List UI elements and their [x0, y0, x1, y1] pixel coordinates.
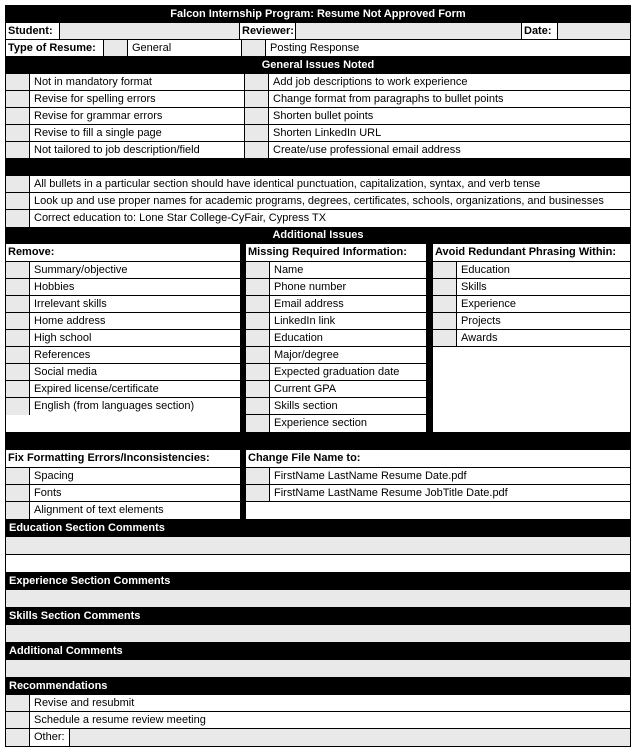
redundant-row [433, 313, 630, 330]
missing-row [246, 415, 426, 432]
formatting-title: Fix Formatting Errors/Inconsistencies: [6, 450, 240, 468]
checkbox[interactable] [6, 695, 30, 711]
checkbox[interactable] [246, 296, 270, 312]
additional-comments-title: Additional Comments [6, 643, 630, 660]
checkbox[interactable] [6, 468, 30, 484]
other-label: Other: [30, 729, 70, 746]
type-posting-label: Posting Response [270, 42, 360, 54]
general-issues-title: General Issues Noted [6, 57, 630, 74]
redundant-item: Education [461, 264, 510, 276]
checkbox[interactable] [6, 91, 30, 107]
checkbox[interactable] [6, 142, 30, 158]
missing-row [246, 330, 426, 347]
checkbox[interactable] [6, 398, 30, 415]
skills-comments-field[interactable] [6, 625, 630, 643]
recommendation-item: Schedule a resume review meeting [34, 714, 206, 726]
general-wide-row [6, 176, 630, 193]
general-row [6, 74, 630, 91]
remove-row [6, 381, 240, 398]
missing-row [246, 262, 426, 279]
checkbox[interactable] [246, 364, 270, 380]
checkbox[interactable] [246, 485, 270, 501]
checkbox[interactable] [6, 125, 30, 141]
missing-row [246, 279, 426, 296]
date-field[interactable] [558, 23, 630, 39]
redundant-row [433, 262, 630, 279]
checkbox[interactable] [245, 91, 269, 107]
type-general-checkbox[interactable] [104, 40, 128, 56]
general-right-item: Shorten bullet points [273, 110, 374, 122]
formatting-row [6, 502, 240, 519]
checkbox[interactable] [6, 210, 30, 227]
checkbox[interactable] [433, 279, 457, 295]
type-row [6, 40, 630, 57]
formatting-columns [6, 450, 630, 520]
checkbox[interactable] [246, 279, 270, 295]
general-wide-item: Look up and use proper names for academic programs, degrees, certificates, schools, organizations, and businesses [34, 195, 604, 207]
checkbox[interactable] [6, 729, 30, 746]
recommendation-row [6, 695, 630, 712]
redundant-row [433, 296, 630, 313]
redundant-item: Awards [461, 332, 498, 344]
formatting-item: Fonts [34, 487, 62, 499]
checkbox[interactable] [6, 262, 30, 278]
checkbox[interactable] [6, 279, 30, 295]
general-wide-item: Correct education to: Lone Star College-CyFair, Cypress TX [34, 212, 327, 224]
checkbox[interactable] [6, 381, 30, 397]
missing-row [246, 296, 426, 313]
missing-item: Current GPA [274, 383, 337, 395]
missing-row [246, 313, 426, 330]
additional-comments-field[interactable] [6, 660, 630, 678]
redundant-row [433, 330, 630, 347]
remove-row [6, 398, 240, 415]
missing-row [246, 398, 426, 415]
checkbox[interactable] [246, 468, 270, 484]
general-row [6, 142, 630, 159]
missing-item: LinkedIn link [274, 315, 336, 327]
missing-title: Missing Required Information: [246, 244, 426, 262]
type-posting-checkbox[interactable] [242, 40, 266, 56]
checkbox[interactable] [245, 142, 269, 158]
recommendation-other-row [6, 729, 630, 746]
missing-row [246, 381, 426, 398]
remove-row [6, 296, 240, 313]
remove-item: Social media [34, 366, 97, 378]
checkbox[interactable] [246, 330, 270, 346]
remove-row [6, 347, 240, 364]
general-left-item: Revise for spelling errors [30, 91, 245, 107]
missing-item: Education [274, 332, 323, 344]
experience-comments-title: Experience Section Comments [6, 573, 630, 590]
remove-row [6, 364, 240, 381]
checkbox[interactable] [433, 330, 457, 346]
checkbox[interactable] [6, 485, 30, 501]
general-left-item: Revise for grammar errors [30, 108, 245, 124]
missing-column [246, 244, 427, 432]
checkbox[interactable] [6, 347, 30, 363]
checkbox[interactable] [245, 74, 269, 90]
filename-row [246, 485, 630, 502]
recommendation-item: Revise and resubmit [34, 697, 135, 709]
remove-item: Hobbies [34, 281, 75, 293]
filename-item: FirstName LastName Resume Date.pdf [274, 470, 467, 482]
missing-item: Major/degree [274, 349, 339, 361]
missing-item: Skills section [274, 400, 338, 412]
filename-row [246, 468, 630, 485]
remove-item: Expired license/certificate [34, 383, 159, 395]
reviewer-field[interactable] [296, 23, 522, 39]
checkbox[interactable] [245, 125, 269, 141]
checkbox[interactable] [433, 313, 457, 329]
remove-row [6, 262, 240, 279]
checkbox[interactable] [6, 364, 30, 380]
recommendations-title: Recommendations [6, 678, 630, 695]
general-left-item: Revise to fill a single page [30, 125, 245, 141]
checkbox[interactable] [246, 347, 270, 363]
checkbox[interactable] [6, 108, 30, 124]
remove-column [6, 244, 240, 432]
filename-item: FirstName LastName Resume JobTitle Date.pdf [274, 487, 508, 499]
header-row [6, 23, 630, 40]
checkbox[interactable] [6, 502, 30, 519]
checkbox[interactable] [6, 74, 30, 90]
checkbox[interactable] [246, 313, 270, 329]
general-right-item: Change format from paragraphs to bullet points [273, 93, 504, 105]
remove-item: English (from languages section) [34, 400, 195, 412]
checkbox[interactable] [246, 415, 270, 432]
checkbox[interactable] [246, 398, 270, 414]
missing-item: Expected graduation date [274, 366, 400, 378]
checkbox[interactable] [245, 108, 269, 124]
additional-issues-title: Additional Issues [6, 227, 630, 244]
checkbox[interactable] [6, 296, 30, 312]
skills-comments-title: Skills Section Comments [6, 608, 630, 625]
section-divider [6, 159, 630, 176]
checkbox[interactable] [6, 176, 30, 192]
general-right-item: Shorten LinkedIn URL [273, 127, 382, 139]
recommendation-row [6, 712, 630, 729]
general-wide-row [6, 193, 630, 210]
reviewer-label: Reviewer: [240, 23, 296, 39]
type-label: Type of Resume: [6, 40, 104, 56]
missing-item: Phone number [274, 281, 347, 293]
general-right-item: Add job descriptions to work experience [273, 76, 468, 88]
redundant-item: Experience [461, 298, 517, 310]
checkbox[interactable] [246, 262, 270, 278]
checkbox[interactable] [246, 381, 270, 397]
filename-title: Change File Name to: [246, 450, 630, 468]
missing-item: Name [274, 264, 304, 276]
checkbox[interactable] [6, 330, 30, 346]
formatting-row [6, 468, 240, 485]
remove-row [6, 279, 240, 296]
remove-title: Remove: [6, 244, 240, 262]
type-general-label: General [128, 40, 242, 56]
date-label: Date: [522, 23, 558, 39]
checkbox[interactable] [6, 193, 30, 209]
student-field[interactable] [60, 23, 240, 39]
redundant-column [433, 244, 630, 432]
general-left-item: Not tailored to job description/field [30, 142, 245, 158]
remove-item: Home address [34, 315, 106, 327]
remove-item: Irrelevant skills [34, 298, 107, 310]
general-wide-item: All bullets in a particular section should have identical punctuation, capitalization, syntax, and verb tense [34, 178, 541, 190]
remove-item: High school [34, 332, 92, 344]
redundant-item: Projects [461, 315, 501, 327]
general-left-item: Not in mandatory format [30, 74, 245, 90]
experience-comments-field[interactable] [6, 590, 630, 608]
formatting-item: Alignment of text elements [34, 504, 164, 516]
remove-item: References [34, 349, 91, 361]
missing-row [246, 364, 426, 381]
remove-item: Summary/objective [34, 264, 128, 276]
formatting-column [6, 450, 240, 519]
general-row [6, 125, 630, 142]
general-row [6, 91, 630, 108]
redundant-item: Skills [461, 281, 487, 293]
general-row [6, 108, 630, 125]
redundant-row [433, 279, 630, 296]
other-field[interactable] [70, 729, 630, 746]
resume-form [5, 5, 631, 747]
education-comments-title: Education Section Comments [6, 520, 630, 537]
checkbox[interactable] [433, 262, 457, 278]
education-comments-field-2[interactable] [6, 555, 630, 573]
checkbox[interactable] [6, 313, 30, 329]
remove-row [6, 313, 240, 330]
general-right-item: Create/use professional email address [273, 144, 461, 156]
additional-issues-columns [6, 244, 630, 433]
student-label: Student: [6, 23, 60, 39]
form-title: Falcon Internship Program: Resume Not Approved Form [6, 6, 630, 23]
missing-row [246, 347, 426, 364]
filename-column [246, 450, 630, 519]
formatting-item: Spacing [34, 470, 74, 482]
checkbox[interactable] [433, 296, 457, 312]
missing-item: Experience section [274, 417, 367, 429]
education-comments-field[interactable] [6, 537, 630, 555]
remove-row [6, 330, 240, 347]
general-wide-row [6, 210, 630, 227]
checkbox[interactable] [6, 712, 30, 728]
missing-item: Email address [274, 298, 344, 310]
redundant-title: Avoid Redundant Phrasing Within: [433, 244, 630, 262]
section-divider [6, 433, 630, 450]
formatting-row [6, 485, 240, 502]
